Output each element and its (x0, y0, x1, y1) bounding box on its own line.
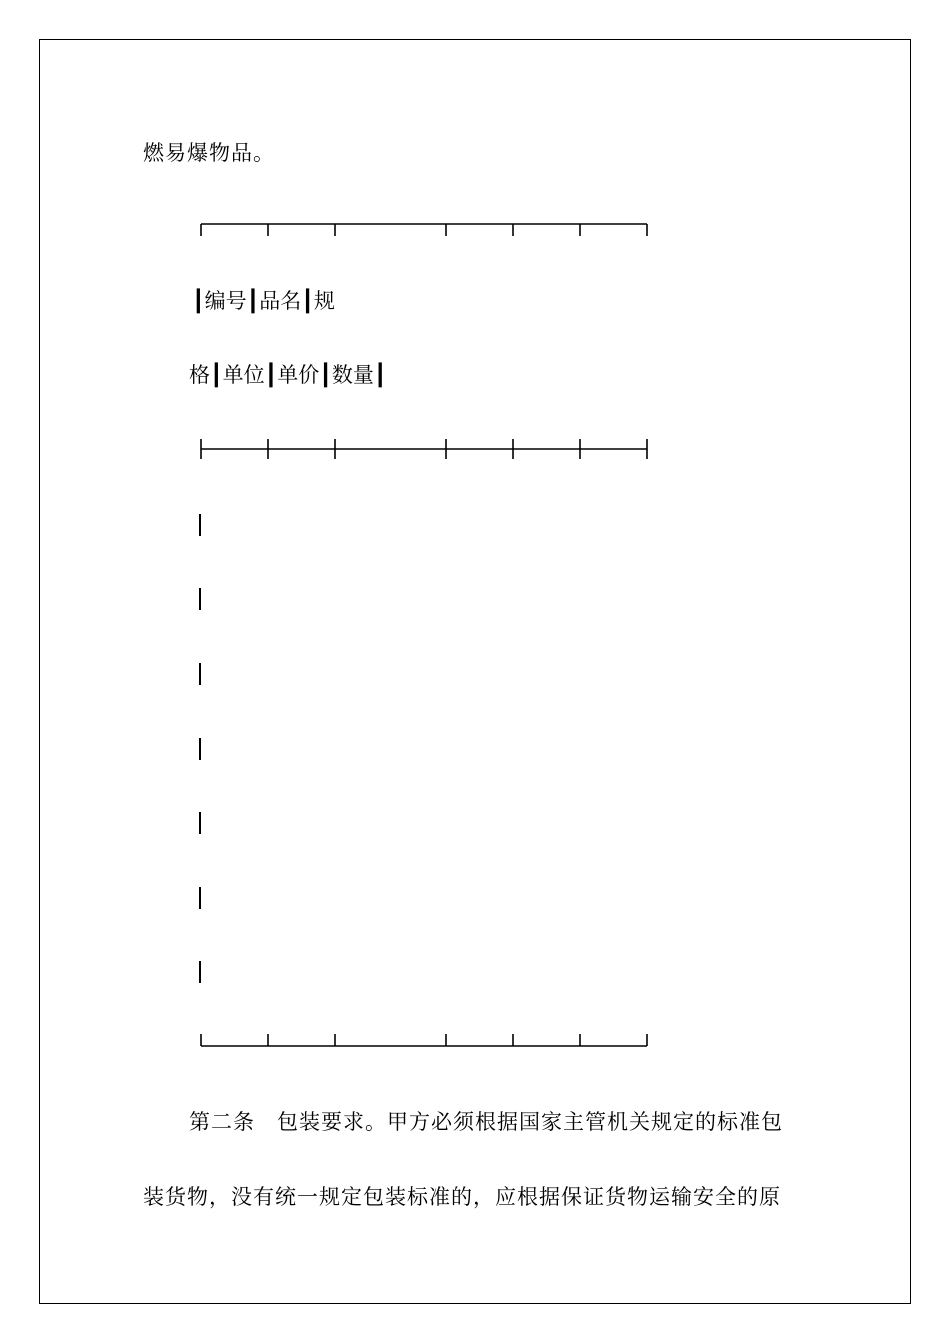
table-row-left-border (199, 738, 201, 760)
text-line-continuation: 燃易爆物品。 (143, 141, 275, 165)
table-row-left-border (199, 961, 201, 983)
table-row-left-border (199, 588, 201, 610)
table-row-left-border (199, 812, 201, 834)
article-2-line-2: 装货物，没有统一规定包装标准的，应根据保证货物运输安全的原 (143, 1185, 781, 1209)
table-header-line-1: ┃编号┃品名┃规 (192, 289, 335, 313)
table-header-line-2: 格┃单位┃单价┃数量┃ (189, 363, 387, 387)
table-row-left-border (199, 514, 201, 536)
table-row-left-border (199, 663, 201, 685)
article-2-line-1: 第二条 包装要求。甲方必须根据国家主管机关规定的标准包 (189, 1110, 783, 1134)
table-row-left-border (199, 887, 201, 909)
